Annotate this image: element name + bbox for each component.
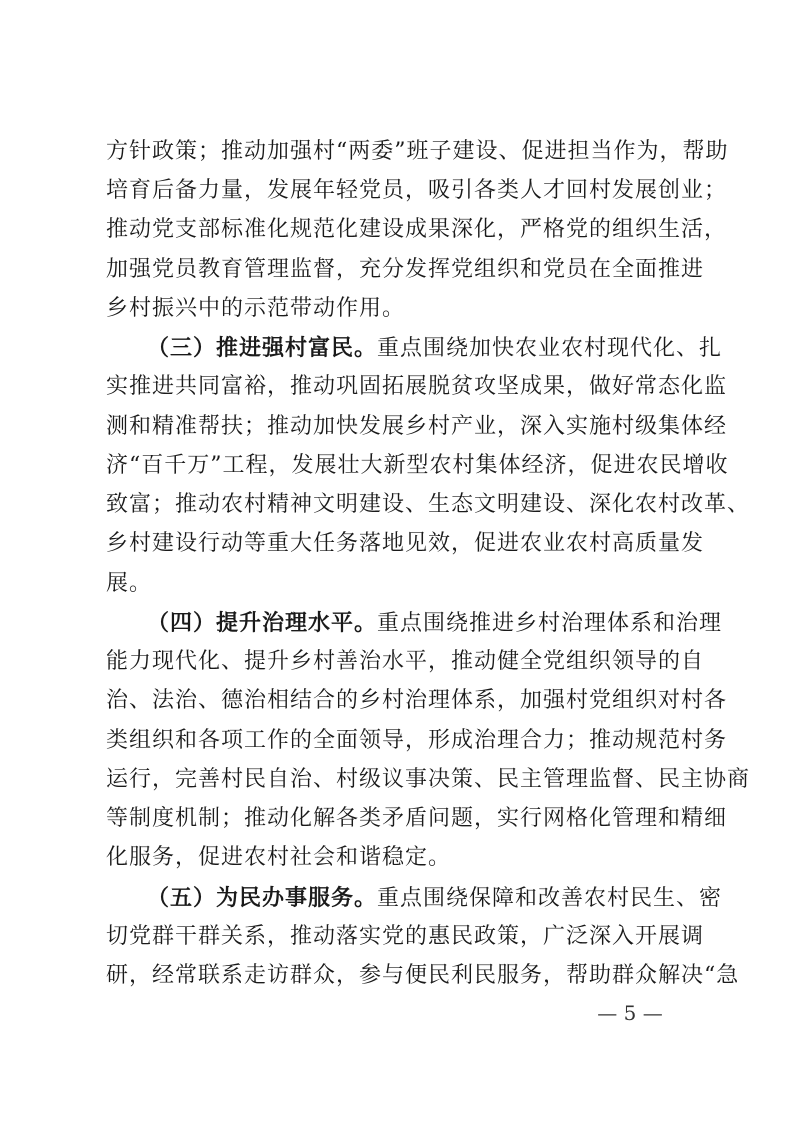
line-text: 乡村建设行动等重大任务落地见效，促进农业农村高质量发	[106, 531, 705, 556]
line-text: 致富；推动农村精神文明建设、生态文明建设、深化农村改革、	[106, 492, 751, 517]
body-line	[106, 921, 705, 953]
line-text: 乡村振兴中的示范带动作用。	[106, 296, 406, 321]
section-heading: （三）推进强村富民。	[147, 335, 378, 361]
section-heading-line	[147, 882, 723, 914]
body-line	[106, 764, 751, 796]
line-text: 实推进共同富裕，推动巩固拓展脱贫攻坚成果，做好常态化监	[106, 374, 728, 399]
body-line	[106, 489, 751, 521]
line-text: 济“百千万”工程，发展壮大新型农村集体经济，促进农民增收	[106, 453, 729, 478]
line-text: 运行，完善村民自治、村级议事决策、民主管理监督、民主协商	[106, 767, 751, 792]
body-line	[106, 960, 740, 992]
section-heading: （四）提升治理水平。	[147, 610, 378, 636]
line-text: 方针政策；推动加强村“两委”班子建设、促进担当作为，帮助	[106, 139, 729, 164]
section-heading-line	[147, 332, 723, 364]
line-text: 展。	[106, 571, 153, 596]
line-text: 重点围绕推进乡村治理体系和治理	[377, 611, 723, 636]
line-text: 等制度机制；推动化解各类矛盾问题，实行网格化管理和精细	[106, 806, 728, 831]
section-heading: （五）为民办事服务。	[147, 885, 378, 911]
body-line	[106, 411, 728, 443]
body-line	[106, 175, 728, 207]
body-line	[106, 450, 729, 482]
body-line	[106, 254, 705, 286]
body-line	[106, 725, 728, 757]
body-line	[106, 214, 728, 246]
line-text: 能力现代化、提升乡村善治水平，推动健全党组织领导的自	[106, 649, 705, 674]
body-line	[106, 646, 705, 678]
page-number: — 5 —	[597, 1001, 663, 1025]
body-line	[106, 371, 728, 403]
body-line	[106, 293, 686, 325]
line-text: 化服务，促进农村社会和谐稳定。	[106, 845, 452, 870]
line-text: 研，经常联系走访群众，参与便民利民服务，帮助群众解决“急	[106, 963, 740, 988]
line-text: 重点围绕加快农业农村现代化、扎	[377, 336, 723, 361]
body-line	[106, 528, 705, 560]
line-text: 加强党员教育管理监督，充分发挥党组织和党员在全面推进	[106, 257, 705, 282]
line-text: 切党群干群关系，推动落实党的惠民政策，广泛深入开展调	[106, 924, 705, 949]
body-line	[106, 842, 686, 874]
line-text: 重点围绕保障和改善农村民生、密	[377, 886, 723, 911]
body-line	[106, 685, 728, 717]
body-line	[106, 136, 729, 168]
line-text: 推动党支部标准化规范化建设成果深化，严格党的组织生活，	[106, 217, 728, 242]
line-text: 培育后备力量，发展年轻党员，吸引各类人才回村发展创业；	[106, 178, 728, 203]
section-heading-line	[147, 607, 723, 639]
body-line	[106, 803, 728, 835]
line-text: 类组织和各项工作的全面领导，形成治理合力；推动规范村务	[106, 728, 728, 753]
body-line	[106, 568, 686, 600]
line-text: 治、法治、德治相结合的乡村治理体系，加强村党组织对村各	[106, 688, 728, 713]
line-text: 测和精准帮扶；推动加快发展乡村产业，深入实施村级集体经	[106, 414, 728, 439]
